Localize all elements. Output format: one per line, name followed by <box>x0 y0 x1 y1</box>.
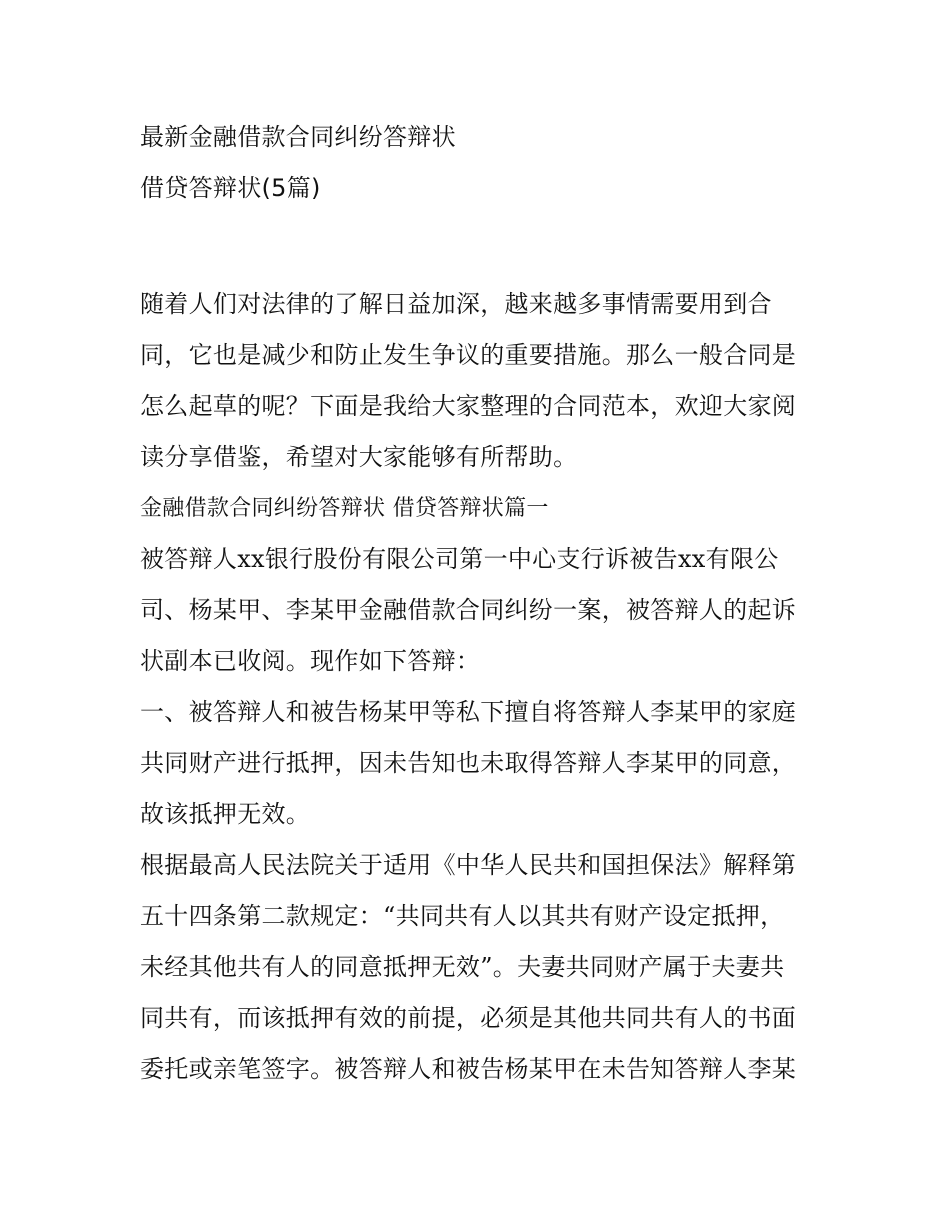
intro-line: 怎么起草的呢？下面是我给大家整理的合同范本，欢迎大家阅 <box>140 392 797 420</box>
body-line: 故该抵押无效。 <box>140 800 311 828</box>
body-line: 司、杨某甲、李某甲金融借款合同纠纷一案，被答辩人的起诉 <box>140 596 797 624</box>
intro-line: 读分享借鉴，希望对大家能够有所帮助。 <box>140 443 578 471</box>
document-title <box>140 112 820 214</box>
body-line: 同共有，而该抵押有效的前提，必须是其他共同共有人的书面 <box>140 1004 797 1032</box>
title-line-1: 最新金融借款合同纠纷答辩状 <box>140 123 456 151</box>
section-heading: 金融借款合同纠纷答辩状 借贷答辩状篇一 <box>140 496 549 521</box>
body-line: 共同财产进行抵押，因未告知也未取得答辩人李某甲的同意， <box>140 749 797 777</box>
body-line: 五十四条第二款规定：“共同共有人以其共有财产设定抵押， <box>140 902 785 930</box>
intro-line: 同，它也是减少和防止发生争议的重要措施。那么一般合同是 <box>140 341 797 369</box>
body-line: 委托或亲笔签字。被答辩人和被告杨某甲在未告知答辩人李某 <box>140 1055 797 1083</box>
body-line: 被答辩人xx银行股份有限公司第一中心支行诉被告xx有限公 <box>140 545 779 573</box>
document-body <box>140 279 820 1095</box>
body-line: 未经其他共有人的同意抵押无效”。夫妻共同财产属于夫妻共 <box>140 953 785 981</box>
body-line: 一、被答辩人和被告杨某甲等私下擅自将答辩人李某甲的家庭 <box>140 698 797 726</box>
body-line: 根据最高人民法院关于适用《中华人民共和国担保法》解释第 <box>140 851 797 879</box>
title-line-2: 借贷答辩状(5篇) <box>140 174 321 202</box>
body-line: 状副本已收阅。现作如下答辩： <box>140 647 481 675</box>
intro-line: 随着人们对法律的了解日益加深，越来越多事情需要用到合 <box>140 290 772 318</box>
